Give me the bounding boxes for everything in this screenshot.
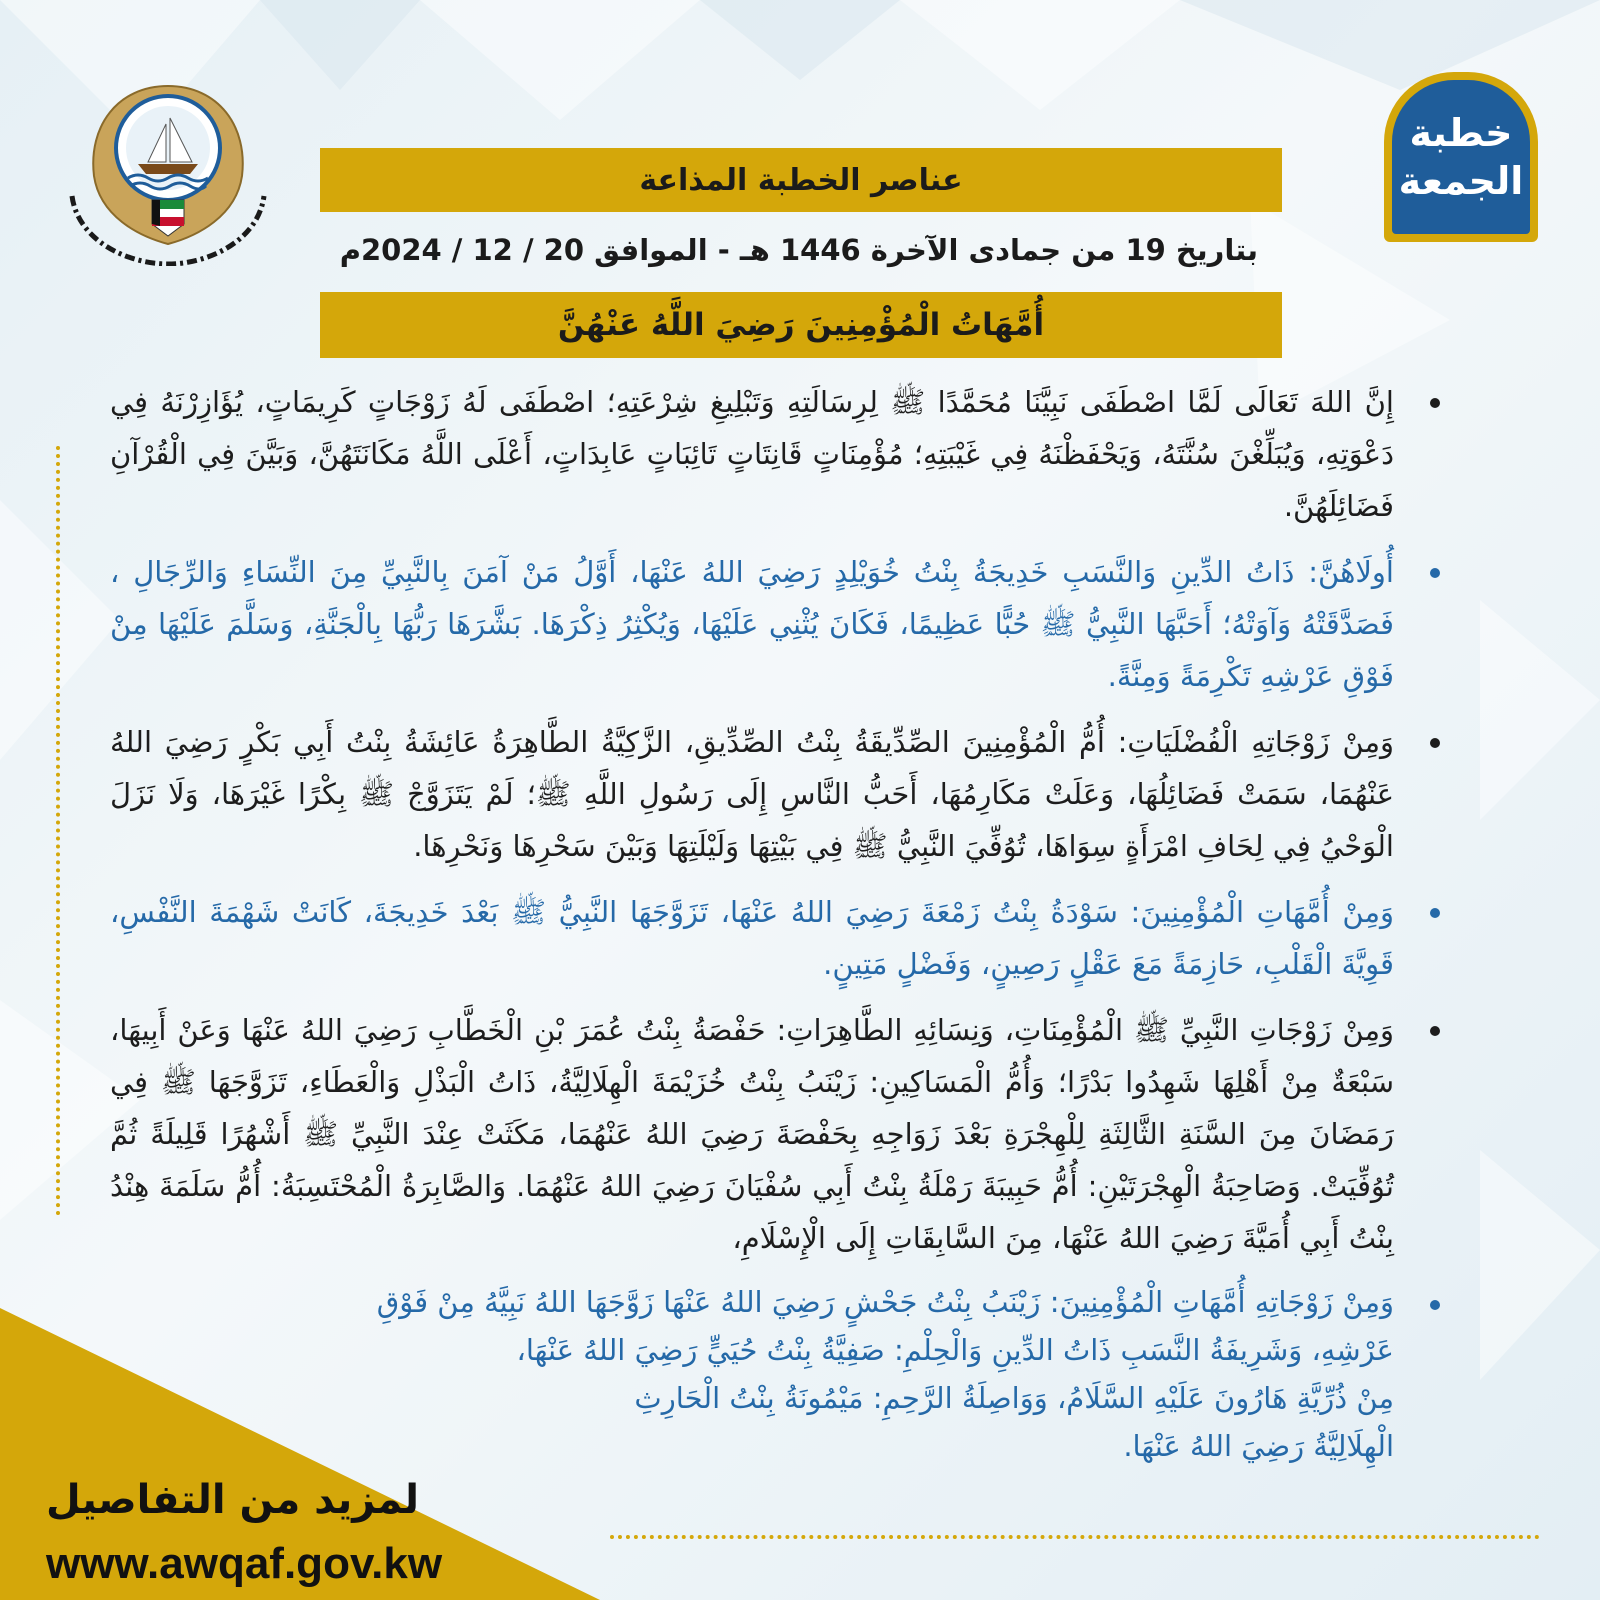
list-item	[110, 376, 1440, 532]
point-line: الْهِلَالِيَّةُ رَضِيَ اللهُ عَنْهَا.	[1123, 1429, 1394, 1463]
bullet-icon	[1430, 908, 1440, 918]
bullet-icon	[1430, 738, 1440, 748]
khutba-badge	[1384, 72, 1538, 242]
list-item	[110, 1004, 1440, 1264]
point-text: وَمِنْ أُمَّهَاتِ الْمُؤْمِنِينَ: سَوْدَةُ بِنْتُ زَمْعَةَ رَضِيَ اللهُ عَنْهَا، تَزَوَّجَهَا النَّبِيُّ ﷺ بَعْدَ خَدِيجَةَ، كَانَتْ شَهْمَةَ النَّفْسِ، قَوِيَّةَ الْقَلْبِ، حَازِمَةً مَعَ عَقْلٍ رَصِينٍ، وَفَضْلٍ مَتِينٍ.	[110, 895, 1394, 981]
point-line: وَمِنْ زَوْجَاتِهِ أُمَّهَاتِ الْمُؤْمِنِينَ: زَيْنَبُ بِنْتُ جَحْشٍ رَضِيَ اللهُ عَنْهَا زَوَّجَهَا اللهُ نَبِيَّهُ مِنْ فَوْقِ	[376, 1285, 1394, 1319]
point-text: وَمِنْ زَوْجَاتِهِ الْفُضْلَيَاتِ: أُمُّ الْمُؤْمِنِينَ الصِّدِّيقَةُ بِنْتُ الصِّدِّيقِ، الزَّكِيَّةُ الطَّاهِرَةُ عَائِشَةُ بِنْتُ أَبِي بَكْرٍ رَضِيَ اللهُ عَنْهُمَا، سَمَتْ فَضَائِلُهَا، وَعَلَتْ مَكَارِمُهَا، أَحَبُّ النَّاسِ إِلَى رَسُولِ اللَّهِ ﷺ؛ لَمْ يَتَزَوَّجْ ﷺ بِكْرًا غَيْرَهَا، وَلَا نَزَلَ الْوَحْيُ فِي لِحَافِ امْرَأَةٍ سِوَاهَا، تُوُفِّيَ النَّبِيُّ ﷺ فِي بَيْتِهَا وَلَيْلَتِهَا وَبَيْنَ سَحْرِهَا وَنَحْرِهَا.	[110, 725, 1394, 863]
more-details-label: لمزيد من التفاصيل	[46, 1477, 420, 1523]
footer	[46, 1470, 566, 1594]
point-line: مِنْ ذُرِّيَّةِ هَارُونَ عَلَيْهِ السَّلَامُ، وَوَاصِلَةُ الرَّحِمِ: مَيْمُونَةُ بِنْتُ الْحَارِثِ	[634, 1381, 1394, 1415]
point-line: عَرْشِهِ، وَشَرِيفَةُ النَّسَبِ ذَاتُ الدِّينِ وَالْحِلْمِ: صَفِيَّةُ بِنْتُ حُيَيٍّ رَضِيَ اللهُ عَنْهَا،	[516, 1333, 1394, 1367]
list-item	[110, 716, 1440, 872]
dotted-vertical-divider	[56, 446, 60, 1216]
website-link[interactable]: www.awqaf.gov.kw	[46, 1539, 443, 1588]
dotted-horizontal-divider	[610, 1535, 1540, 1539]
date-line: بتاريخ 19 من جمادى الآخرة 1446 هـ - الموافق 20 / 12 / 2024م	[339, 233, 1258, 267]
bullet-icon	[1430, 1300, 1440, 1310]
list-item	[110, 886, 1440, 990]
point-text: وَمِنْ زَوْجَاتِ النَّبِيِّ ﷺ الْمُؤْمِنَاتِ، وَنِسَائِهِ الطَّاهِرَاتِ: حَفْصَةُ بِنْتُ عُمَرَ بْنِ الْخَطَّابِ رَضِيَ اللهُ عَنْهَا وَعَنْ أَبِيهَا، سَبْعَةٌ مِنْ أَهْلِهَا شَهِدُوا بَدْرًا؛ وَأُمُّ الْمَسَاكِينِ: زَيْنَبُ بِنْتُ خُزَيْمَةَ الْهِلَالِيَّةُ، ذَاتُ الْبَذْلِ وَالْعَطَاءِ، تَزَوَّجَهَا ﷺ فِي رَمَضَانَ مِنَ السَّنَةِ الثَّالِثَةِ لِلْهِجْرَةِ بَعْدَ زَوَاجِهِ بِحَفْصَةَ رَضِيَ اللهُ عَنْهُمَا، مَكَثَتْ عِنْدَ النَّبِيِّ ﷺ أَشْهُرًا قَلِيلَةً ثُمَّ تُوُفِّيَتْ. وَصَاحِبَةُ الْهِجْرَتَيْنِ: أُمُّ حَبِيبَةَ رَمْلَةُ بِنْتُ أَبِي سُفْيَانَ رَضِيَ اللهُ عَنْهُمَا. وَالصَّابِرَةُ الْمُحْتَسِبَةُ: أُمُّ سَلَمَةَ هِنْدُ بِنْتُ أَبِي أُمَيَّةَ رَضِيَ اللهُ عَنْهَا، مِنَ السَّابِقَاتِ إِلَى الْإِسْلَامِ،	[110, 1013, 1394, 1255]
ministry-emblem	[58, 66, 278, 266]
elements-title-bar: عناصر الخطبة المذاعة	[320, 148, 1282, 212]
khutba-badge-inner	[1392, 80, 1530, 234]
topic-title-bar: أُمَّهَاتُ الْمُؤْمِنِينَ رَضِيَ اللَّهُ عَنْهُنَّ	[320, 292, 1282, 358]
point-text: أُولَاهُنَّ: ذَاتُ الدِّينِ وَالنَّسَبِ خَدِيجَةُ بِنْتُ خُوَيْلِدٍ رَضِيَ اللهُ عَنْهَا، أَوَّلُ مَنْ آمَنَ بِالنَّبِيِّ مِنَ النِّسَاءِ وَالرِّجَالِ ، فَصَدَّقَتْهُ وَآوَتْهُ؛ أَحَبَّهَا النَّبِيُّ ﷺ حُبًّا عَظِيمًا، فَكَانَ يُثْنِي عَلَيْهَا، وَيُكْثِرُ ذِكْرَهَا. بَشَّرَهَا رَبُّهَا بِالْجَنَّةِ، وَسَلَّمَ عَلَيْهَا مِنْ فَوْقِ عَرْشِهِ تَكْرِمَةً وَمِنَّةً.	[110, 555, 1394, 693]
bullet-icon	[1430, 398, 1440, 408]
point-text: إِنَّ اللهَ تَعَالَى لَمَّا اصْطَفَى نَبِيَّنَا مُحَمَّدًا ﷺ لِرِسَالَتِهِ وَتَبْلِيغِ شِرْعَتِهِ؛ اصْطَفَى لَهُ زَوْجَاتٍ كَرِيمَاتٍ، يُؤَازِرْنَهُ فِي دَعْوَتِهِ، وَيُبَلِّغْنَ سُنَّتَهُ، وَيَحْفَظْنَهُ فِي غَيْبَتِهِ؛ مُؤْمِنَاتٍ قَانِتَاتٍ تَائِبَاتٍ عَابِدَاتٍ، أَعْلَى اللَّهُ مَكَانَتَهُنَّ، وَبَيَّنَ فِي الْقُرْآنِ فَضَائِلَهُنَّ.	[110, 385, 1394, 523]
bullet-icon	[1430, 568, 1440, 578]
bullet-icon	[1430, 1026, 1440, 1036]
badge-line-1: خطبة	[1409, 111, 1513, 155]
list-item	[110, 546, 1440, 702]
badge-line-2: الجمعة	[1398, 159, 1524, 203]
